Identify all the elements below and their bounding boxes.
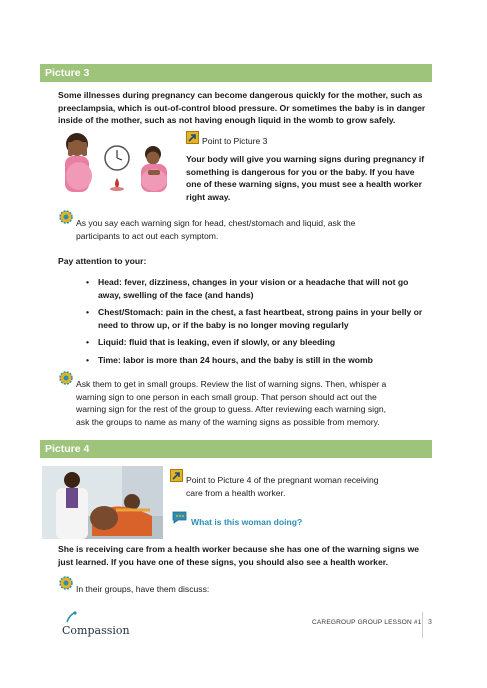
picture-4-answer: She is receiving care from a health worker because she has one of the warning signs we just learned. If you have one of these signs, you should also see a health worker. [58,544,420,567]
warning-signs-illustration [55,130,183,196]
point-to-icon [186,131,199,144]
list-item: • Head: fever, dizziness, changes in your vision or a headache that will not go away, swelling of the face (and hands) [88,276,433,301]
list-item: • Time: labor is more than 24 hours, and the baby is still in the womb [88,354,433,367]
page-number: 3 [428,619,432,626]
health-worker-illustration [42,466,163,539]
list-item: • Chest/Stomach: pain in the chest, a fast heartbeat, strong pains in your belly or need to throw up, or if the baby is no longer moving regularly [88,306,433,331]
compassion-logo: Compassion [62,624,130,637]
picture-3-heading: Picture 3 [40,64,432,82]
compassion-logo-icon [64,610,78,624]
warning-signs-text: Your body will give you warning signs during pregnancy if something is dangerous for you or the baby. If you have one of these warning signs, you must see a health worker right away. [186,154,425,202]
footer-lesson: CAREGROUP GROUP LESSON #1 [312,619,422,626]
question-text: What is this woman doing? [191,517,303,527]
point-to-icon [170,469,183,482]
pay-attention-label: Pay attention to your: [58,256,147,266]
list-item: • Liquid: fluid that is leaking, even if slowly, or any bleeding [88,336,433,349]
facilitator-gear-icon [59,210,73,224]
discuss-instruction: In their groups, have them discuss: [76,584,210,594]
point-to-picture-4: Point to Picture 4 of the pregnant woman receiving care from a health worker. [186,475,379,498]
facilitator-gear-icon [59,371,73,385]
point-to-picture-3: Point to Picture 3 [202,136,268,146]
picture-3-intro: Some illnesses during pregnancy can become dangerous quickly for the mother, such as preeclampsia, which is out-of-control blood pressure. Or sometimes the baby is in danger inside of the mother, such as not having enough liquid in the womb to grow safely. [58,90,426,125]
warning-sign-list [88,276,433,371]
picture-4-heading: Picture 4 [40,440,432,458]
facilitator-gear-icon [59,576,73,590]
act-out-instruction: As you say each warning sign for head, chest/stomach and liquid, ask the participants to act out each symptom. [76,218,356,241]
speech-bubble-icon [171,510,188,524]
footer-divider [422,612,423,638]
small-groups-instruction: Ask them to get in small groups. Review the list of warning signs. Then, whisper a warning sign to one person in each small group. That person should act out the warning sign for the rest of the group to guess. After reviewing each warning sign, ask the groups to name as many of the warning signs as possible from memory. [76,379,387,427]
